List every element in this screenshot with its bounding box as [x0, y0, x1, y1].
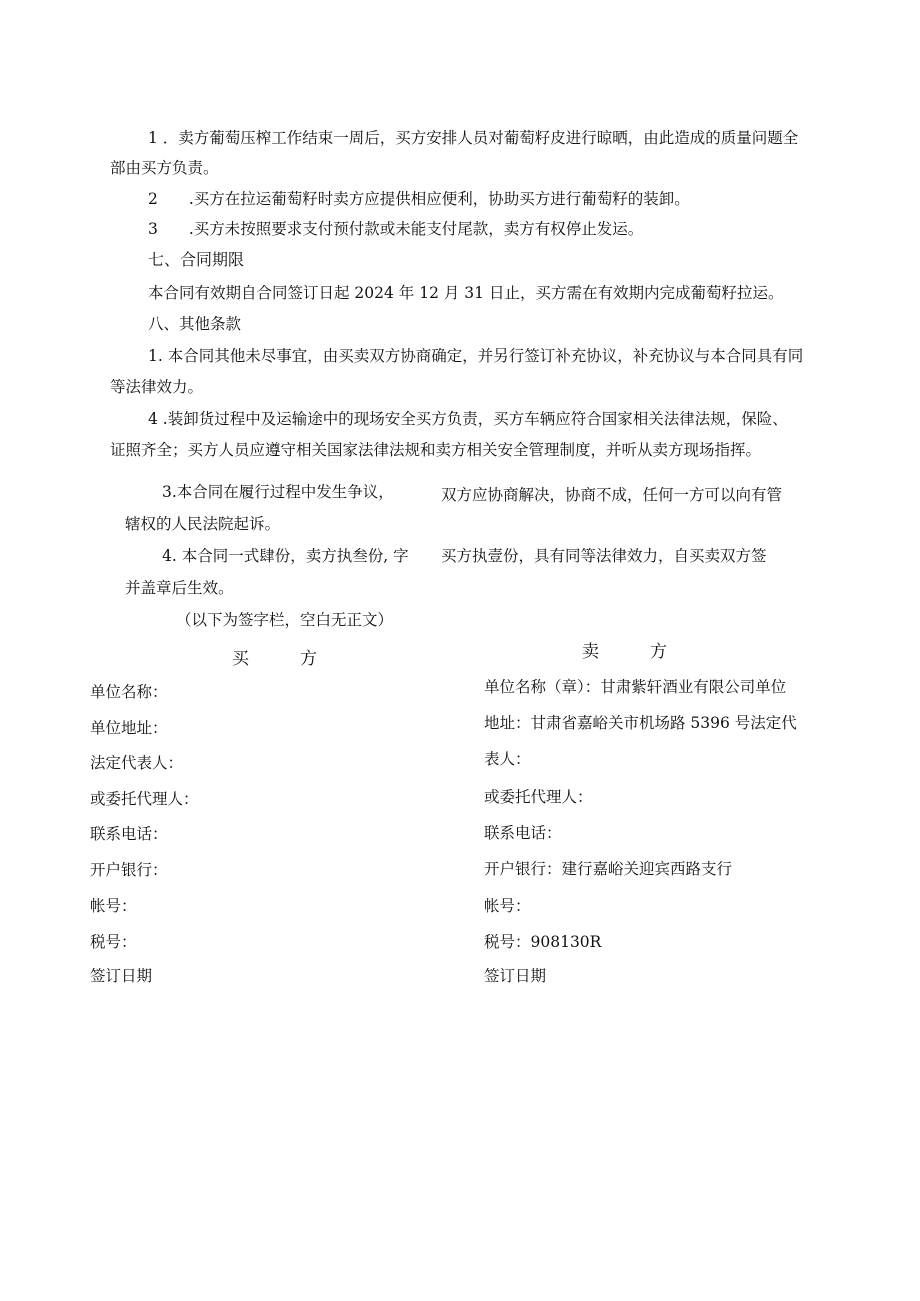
seller-tax-id: 税号：908130R	[484, 933, 602, 951]
buyer-unit-address: 单位地址：	[90, 719, 168, 737]
seller-agent: 或委托代理人：	[484, 788, 593, 806]
buyer-phone: 联系电话：	[90, 825, 168, 843]
section-8-item-3-right: 双方应协商解决，协商不成，任何一方可以向有管	[441, 486, 783, 504]
buyer-title: 买 方	[232, 649, 317, 669]
clause-2: 2 .买方在拉运葡萄籽时卖方应提供相应便利，协助买方进行葡萄籽的装卸。	[148, 190, 690, 208]
section-8-item-3-left: 3.本合同在履行过程中发生争议，	[162, 483, 394, 501]
section-8-item-4b-line-2: 并盖章后生效。	[125, 579, 234, 597]
buyer-sign-date: 签订日期	[90, 967, 153, 985]
seller-sign-date: 签订日期	[484, 967, 547, 985]
section-8-item-1-line-1: 1. 本合同其他未尽事宜，由买卖双方协商确定，并另行签订补充协议，补充协议与本合同具有同	[148, 347, 804, 365]
section-8-item-4-line-1: 4 .装卸货过程中及运输途中的现场安全买方负责，买方车辆应符合国家相关法律法规，保险、	[148, 410, 788, 428]
seller-account: 帐号：	[484, 897, 531, 915]
clause-3: 3 .买方未按照要求支付预付款或未能支付尾款，卖方有权停止发运。	[148, 220, 644, 238]
buyer-legal-rep: 法定代表人：	[90, 754, 184, 772]
seller-address-line: 地址：甘肃省嘉峪关市机场路 5396 号法定代	[484, 714, 797, 732]
seller-phone: 联系电话：	[484, 824, 562, 842]
section-7-heading: 七、合同期限	[148, 250, 245, 269]
buyer-tax-id: 税号：	[90, 933, 137, 951]
section-8-item-4b-left: 4. 本合同一式肆份，卖方执叁份, 字	[162, 547, 409, 565]
section-7-text: 本合同有效期自合同签订日起 2024 年 12 月 31 日止，买方需在有效期内完成葡萄籽拉运。	[148, 284, 784, 302]
buyer-unit-name: 单位名称：	[90, 683, 168, 701]
section-8-heading: 八、其他条款	[148, 315, 242, 333]
seller-rep-line: 表人：	[484, 750, 531, 768]
seller-bank: 开户银行：建行嘉峪关迎宾西路支行	[484, 860, 733, 878]
clause-1-line-1: 1 ．卖方葡萄压榨工作结束一周后，买方安排人员对葡萄籽皮进行晾晒，由此造成的质量问题全	[148, 129, 799, 147]
seller-title: 卖 方	[582, 642, 667, 662]
buyer-account: 帐号：	[90, 897, 137, 915]
section-8-item-4b-right: 买方执壹份，具有同等法律效力，自买卖双方签	[441, 547, 767, 565]
signature-note: （以下为签字栏，空白无正文）	[176, 611, 394, 629]
section-8-item-1-line-2: 等法律效力。	[110, 378, 204, 396]
buyer-agent: 或委托代理人：	[90, 790, 199, 808]
section-8-item-3-line-2: 辖权的人民法院起诉。	[125, 515, 281, 533]
seller-unit-name-line: 单位名称（章）：甘肃紫轩酒业有限公司单位	[484, 678, 787, 696]
section-8-item-4-line-2: 证照齐全；买方人员应遵守相关国家法律法规和卖方相关安全管理制度，并听从卖方现场指挥。	[110, 441, 762, 459]
buyer-bank: 开户银行：	[90, 861, 168, 879]
clause-1-line-2: 部由买方负责。	[110, 159, 219, 177]
